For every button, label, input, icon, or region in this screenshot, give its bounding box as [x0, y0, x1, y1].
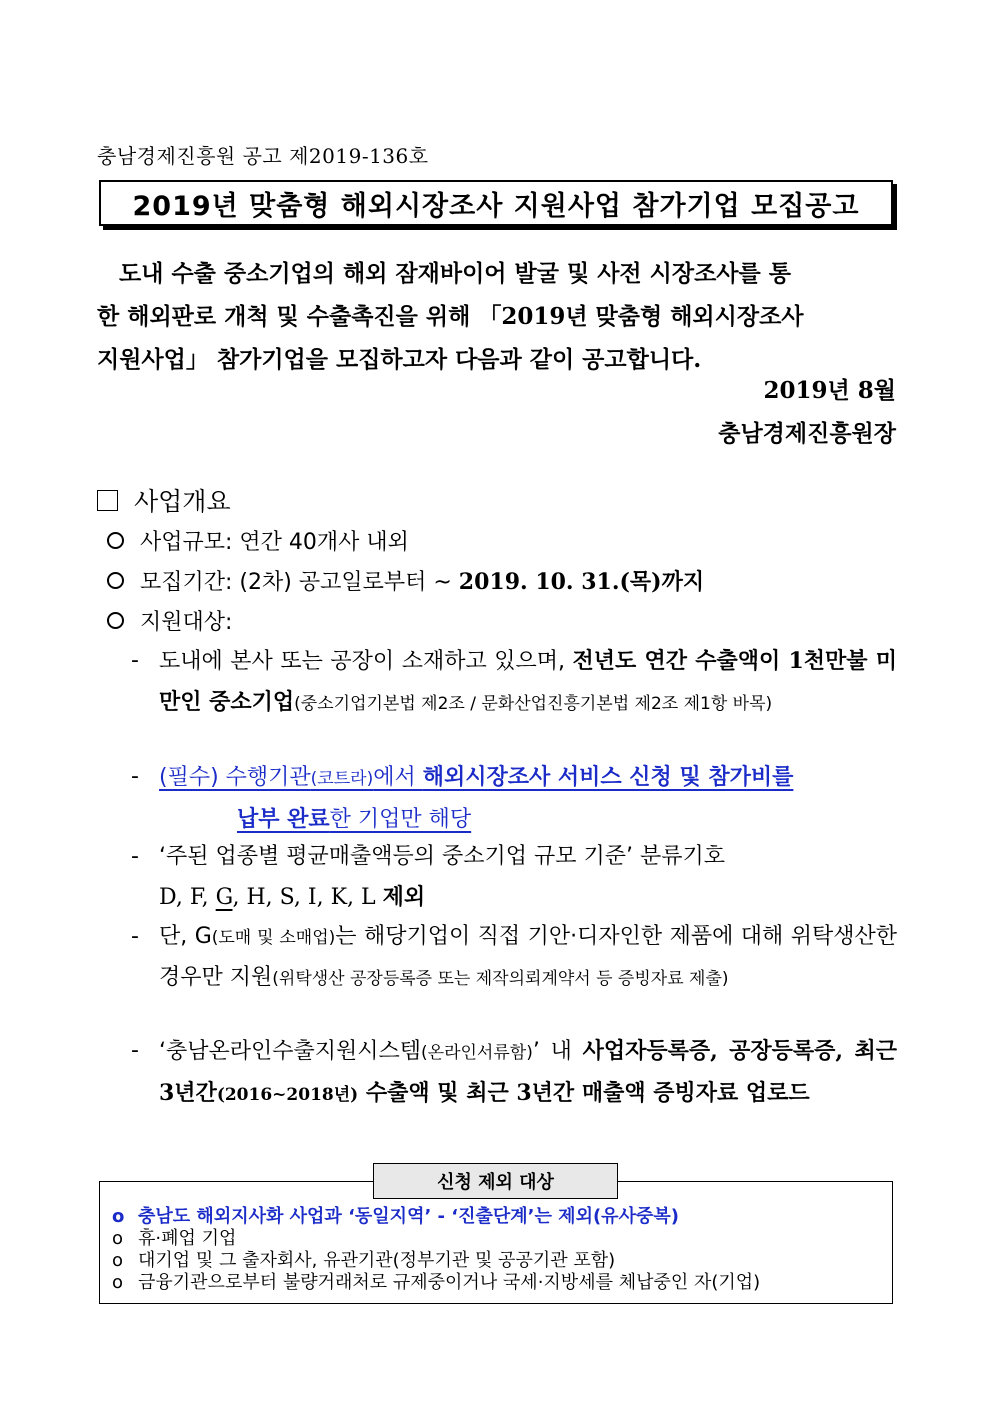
- period-deadline: 2019. 10. 31.(목)까지: [458, 569, 705, 595]
- item5-system: ‘충남온라인수출지원시스템: [159, 1039, 422, 1064]
- target-item-5-body: [159, 1031, 897, 1115]
- item5-upload: 수출액 및 최근 3년간 매출액 증빙자료 업로드: [358, 1080, 810, 1106]
- dash-bullet-icon: -: [131, 648, 139, 673]
- issuer: 충남경제진흥원장: [718, 420, 896, 447]
- intro-line-3: 지원사업」 참가기업을 모집하고자 다음과 같이 공고합니다.: [97, 346, 702, 373]
- page-title: [99, 180, 893, 226]
- intro-line-2: 한 해외판로 개척 및 수출촉진을 위해 「2019년 맞춤형 해외시장조사: [97, 303, 804, 330]
- item3-criteria: ‘주된 업종별 평균매출액등의 중소기업 규모 기준’ 분류기호: [159, 844, 725, 869]
- exclusion-item-text: 휴·폐업 기업: [138, 1228, 237, 1249]
- section-heading: [97, 482, 231, 518]
- item2-required: (필수) 수행기관: [159, 765, 311, 790]
- intro-paragraph: [97, 252, 897, 381]
- target-item-1-body: [159, 641, 897, 724]
- circle-bullet-icon: [107, 572, 124, 589]
- item4-wholesale: (도매 및 소매업): [211, 928, 336, 948]
- item5-in: ’ 내: [532, 1039, 583, 1064]
- dash-bullet-icon: -: [131, 844, 139, 869]
- target-item-2-body: [159, 757, 897, 840]
- exclusion-item: [112, 1272, 760, 1294]
- item5-years: (2016~2018년): [216, 1085, 359, 1105]
- dash-bullet-icon: -: [131, 1038, 139, 1063]
- item4-prefix: 단, G: [159, 924, 212, 949]
- target-item-1: [131, 641, 897, 724]
- exclusion-item-text: 대기업 및 그 출자회사, 유관기관(정부기관 및 공공기관 포함): [138, 1250, 616, 1271]
- item2-from: 에서: [373, 765, 423, 790]
- circle-bullet-icon: [107, 532, 124, 549]
- exclusion-item-text: 금융기관으로부터 불량거래처로 규제중이거나 국세·지방세를 체납중인 자(기업): [138, 1272, 761, 1293]
- item2-payment: 납부 완료: [237, 806, 330, 832]
- exclusion-item: [112, 1206, 760, 1228]
- bullet-target: [107, 605, 232, 636]
- dash-bullet-icon: -: [131, 924, 139, 949]
- small-circle-icon: o: [112, 1228, 124, 1249]
- period-prefix: 모집기간: (2차) 공고일로부터 ~: [140, 570, 459, 595]
- item4-evidence: (위탁생산 공장등록증 또는 제작의뢰계약서 등 증빙자료 제출): [272, 969, 729, 989]
- item3-excluded: 제외: [382, 884, 426, 910]
- small-circle-icon: o: [112, 1206, 125, 1227]
- item1-part-a: 도내에 본사 또는 공장이 소재하고 있으며,: [159, 649, 573, 674]
- dash-bullet-icon: -: [131, 764, 139, 789]
- item5-inbox: (온라인서류함): [421, 1043, 533, 1063]
- bullet-scale: [107, 525, 409, 556]
- scale-text: 사업규모: 연간 40개사 내외: [140, 530, 409, 555]
- page-title-text: 2019년 맞춤형 해외시장조사 지원사업 참가기업 모집공고: [132, 190, 860, 222]
- item2-only: 한 기업만 해당: [329, 807, 472, 832]
- item1-law-note: (중소기업기본법 제2조 / 문화산업진흥기본법 제2조 제1항 바목): [294, 694, 773, 714]
- item4-text: 는 해당기업이 직접 기안·디자인한 제품에 대해 위탁생산한 경우만 지원: [159, 924, 897, 990]
- notice-date: 2019년 8월: [763, 377, 896, 404]
- target-item-4: [131, 917, 897, 999]
- item2-service: 해외시장조사 서비스 신청 및 참가비를: [422, 764, 794, 790]
- target-item-5: [131, 1031, 897, 1115]
- target-item-3-body: [159, 837, 897, 918]
- exclusion-list: [112, 1206, 760, 1294]
- section-heading-text: 사업개요: [134, 487, 231, 516]
- item3-codes-a: D, F,: [159, 885, 216, 910]
- exclusion-label: 신청 제외 대상: [373, 1163, 618, 1199]
- small-circle-icon: o: [112, 1272, 124, 1293]
- exclusion-item: [112, 1228, 760, 1250]
- target-label: 지원대상:: [140, 610, 233, 635]
- item3-codes-b: , H, S, I, K, L: [232, 885, 383, 910]
- intro-line-1: 도내 수출 중소기업의 해외 잠재바이어 발굴 및 사전 시장조사를 통: [119, 260, 791, 287]
- item5-docs: 사업자등록증, 공장등록증, 최근 3년간: [159, 1038, 897, 1106]
- exclusion-item: [112, 1250, 760, 1272]
- small-circle-icon: o: [112, 1250, 124, 1271]
- target-item-4-body: [159, 917, 897, 999]
- bullet-period: [107, 565, 704, 596]
- target-item-3: [131, 837, 897, 918]
- circle-bullet-icon: [107, 612, 124, 629]
- exclusion-item-text: 충남도 해외지사화 사업과 ‘동일지역’ - ‘진출단계’는 제외(유사중복): [138, 1206, 679, 1227]
- item3-code-g: G: [215, 885, 233, 910]
- item2-kotra: (코트라): [310, 769, 374, 789]
- item1-emphasis: 전년도 연간 수출액이 1천만불 미만인 중소기업: [159, 648, 897, 715]
- notice-number: 충남경제진흥원 공고 제2019-136호: [97, 144, 429, 168]
- target-item-2: [131, 757, 897, 840]
- square-bullet-icon: [97, 490, 118, 511]
